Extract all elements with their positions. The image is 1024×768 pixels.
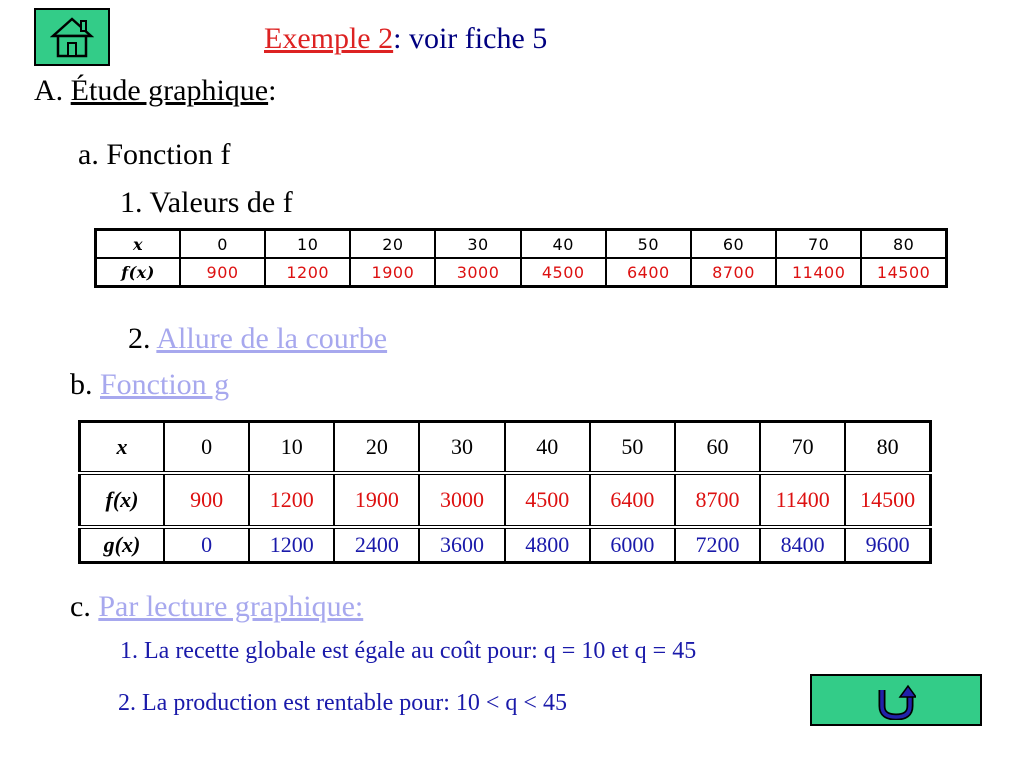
table-cell: 1200 [265,258,350,287]
table-cell: 900 [164,473,249,527]
table-cell: 1200 [249,527,334,563]
table-cell: 8700 [691,258,776,287]
section-b-heading [70,368,229,402]
table-cell: 50 [590,422,675,474]
table-cell: 1200 [249,473,334,527]
table-cell: 60 [691,230,776,259]
title-suffix: : voir fiche 5 [393,22,548,55]
sub-2-prefix: 2. [128,322,157,355]
table-cell: 8700 [675,473,760,527]
table-row [80,422,931,474]
sub-2-heading [128,322,387,356]
table-cell: 1900 [334,473,419,527]
table-row [96,258,947,287]
table-cell: 9600 [845,527,930,563]
table-cell: 20 [334,422,419,474]
result-line-1: 1. La recette globale est égale au coût pour: q = 10 et q = 45 [120,638,697,664]
table-cell: 30 [419,422,504,474]
table-cell: 11400 [776,258,861,287]
table-cell: 6000 [590,527,675,563]
section-a-letter: A. [34,74,71,107]
table-cell: 1900 [350,258,435,287]
table-cell: 14500 [861,258,946,287]
x-header: x [80,422,165,474]
table-cell: 30 [435,230,520,259]
table-cell: 0 [164,527,249,563]
table-cell: 14500 [845,473,930,527]
title-prefix: Exemple 2 [264,22,394,55]
section-a-heading [34,74,276,108]
table-row [80,527,931,563]
table-cell: 3000 [419,473,504,527]
values-table-f [94,228,948,288]
table-cell: 7200 [675,527,760,563]
table-cell: 80 [861,230,946,259]
curve-shape-link[interactable]: Allure de la courbe [156,322,388,355]
table-row [80,473,931,527]
fx-header: f(x) [96,258,181,287]
table-cell: 0 [164,422,249,474]
table-cell: 70 [760,422,845,474]
table-cell: 4500 [505,473,590,527]
table-cell: 0 [180,230,265,259]
section-b-prefix: b. [70,368,100,401]
table-cell: 6400 [606,258,691,287]
graphical-reading-link[interactable]: Par lecture graphique: [98,590,364,623]
table-cell: 900 [180,258,265,287]
x-header: x [96,230,181,259]
sub-1-heading: 1. Valeurs de f [120,186,293,219]
table-cell: 80 [845,422,930,474]
table-cell: 4500 [521,258,606,287]
table-cell: 3000 [435,258,520,287]
table-row [96,230,947,259]
sub-a-heading: a. Fonction f [78,138,231,171]
section-c-heading [70,590,363,624]
table-cell: 70 [776,230,861,259]
table-cell: 2400 [334,527,419,563]
table-cell: 3600 [419,527,504,563]
table-cell: 10 [265,230,350,259]
table-cell: 20 [350,230,435,259]
table-cell: 40 [505,422,590,474]
table-cell: 40 [521,230,606,259]
table-cell: 6400 [590,473,675,527]
values-table-fg [78,420,932,564]
page-title [264,22,547,56]
table-cell: 10 [249,422,334,474]
home-icon [50,16,94,58]
table-cell: 11400 [760,473,845,527]
section-c-prefix: c. [70,590,99,623]
table-cell: 8400 [760,527,845,563]
table-cell: 60 [675,422,760,474]
function-g-link[interactable]: Fonction g [100,368,230,401]
section-a-colon: : [268,74,277,107]
result-line-2: 2. La production est rentable pour: 10 < q < 45 [118,690,567,716]
u-turn-back-icon [876,684,916,720]
gx-header: g(x) [80,527,165,563]
table-cell: 4800 [505,527,590,563]
section-a-label: Étude graphique [70,74,269,107]
fx-header: f(x) [80,473,165,527]
home-button[interactable] [34,8,110,66]
table-cell: 50 [606,230,691,259]
back-button[interactable] [810,674,982,726]
